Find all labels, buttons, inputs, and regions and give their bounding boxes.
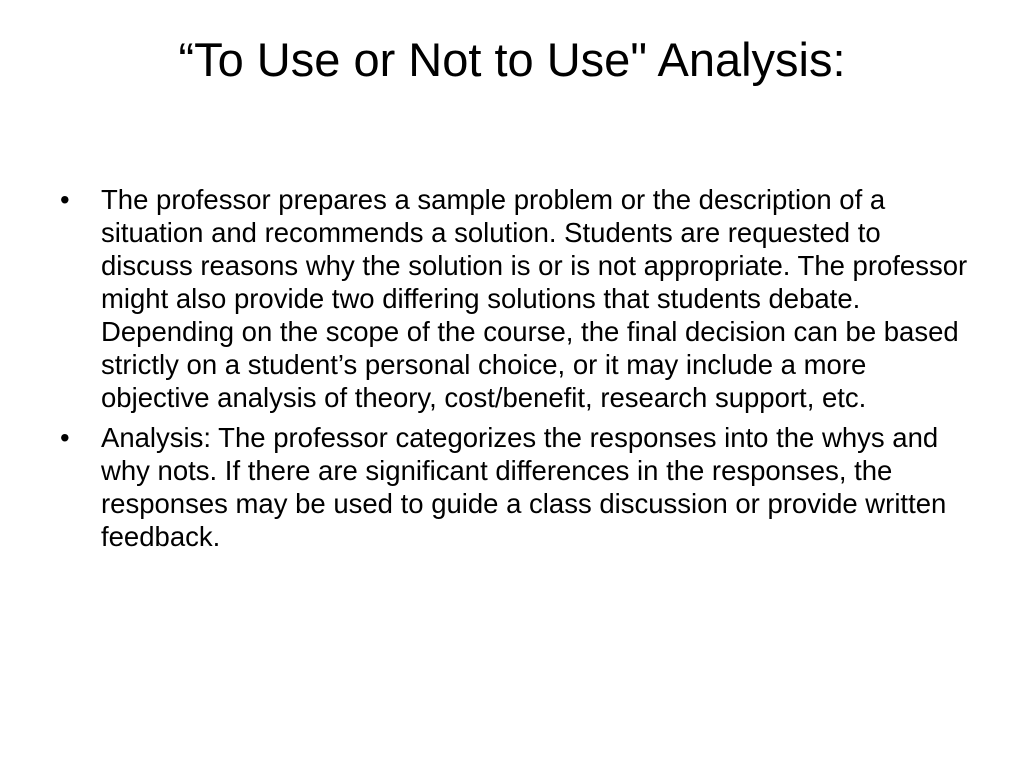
slide-title: “To Use or Not to Use" Analysis: xyxy=(178,33,846,86)
bullet-item xyxy=(60,421,970,553)
bullet-text: The professor prepares a sample problem or the description of a situation and recommends a solution. Students are requested to discuss reasons why the solution is or is not appropriate. The professor might also provide two differing solutions that students debate. Depending on the scope of the course, the final decision can be based strictly on a student’s personal choice, or it may include a more objective analysis of theory, cost/benefit, research support, etc. xyxy=(101,184,968,413)
bullet-mark: • xyxy=(60,184,70,215)
bullet-list xyxy=(60,183,970,560)
bullet-mark: • xyxy=(60,422,70,453)
bullet-item xyxy=(60,183,970,414)
bullet-text: Analysis: The professor categorizes the responses into the whys and why nots. If there are significant differences in the responses, the responses may be used to guide a class discussion or provide written feedback. xyxy=(101,422,947,552)
